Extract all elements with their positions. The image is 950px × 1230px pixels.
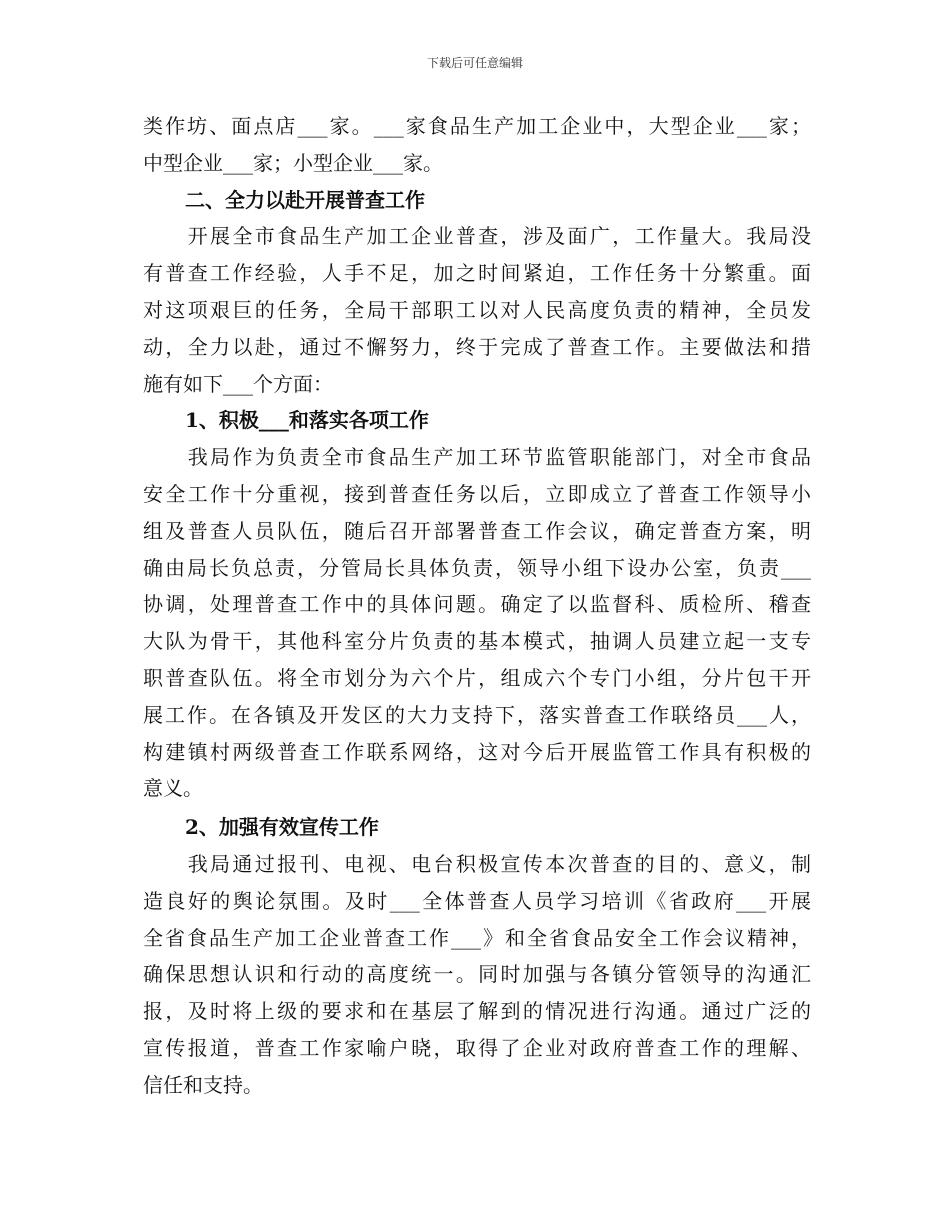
text-line: 我局通过报刊、电视、电台积极宣传本次普查的目的、意义，制 [143, 851, 811, 876]
text-line: 宣传报道，普查工作家喻户晓，取得了企业对政府普查工作的理解、 [143, 1035, 811, 1060]
text-line: 安全工作十分重视，接到普查任务以后，立即成立了普查工作领导小 [143, 481, 811, 506]
text-line: 造良好的舆论氛围。及时___全体普查人员学习培训《省政府___开展 [143, 888, 811, 913]
text-line: 报，及时将上级的要求和在基层了解到的情况进行沟通。通过广泛的 [143, 999, 811, 1024]
text-line: 中型企业___家；小型企业___家。 [143, 150, 443, 175]
section-heading: 2、加强有效宣传工作 [185, 815, 379, 840]
text-line: 协调，处理普查工作中的具体问题。确定了以监督科、质检所、稽查 [143, 592, 811, 617]
text-line: 动，全力以赴，通过不懈努力，终于完成了普查工作。主要做法和措 [143, 334, 811, 359]
text-line: 意义。 [143, 776, 203, 801]
text-line: 施有如下___个方面： [143, 371, 333, 396]
text-line: 全省食品生产加工企业普查工作___》和全省食品安全工作会议精神， [143, 925, 811, 950]
text-line: 有普查工作经验，人手不足，加之时间紧迫，工作任务十分繁重。面 [143, 261, 811, 286]
page-header: 下载后可任意编辑 [426, 56, 523, 70]
text-line: 对这项艰巨的任务，全局干部职工以对人民高度负责的精神，全员发 [143, 297, 811, 322]
text-line: 构建镇村两级普查工作联系网络，这对今后开展监管工作具有积极的 [143, 739, 811, 764]
text-line: 开展全市食品生产加工企业普查，涉及面广，工作量大。我局没 [143, 224, 811, 249]
text-line: 职普查队伍。将全市划分为六个片，组成六个专门小组，分片包干开 [143, 665, 811, 690]
text-line: 信任和支持。 [143, 1072, 263, 1097]
document-body [143, 108, 811, 1104]
text-line: 我局作为负责全市食品生产加工环节监管职能部门，对全市食品 [143, 445, 811, 470]
text-line: 确由局长负总责，分管局长具体负责，领导小组下设办公室，负责___ [143, 555, 811, 580]
section-heading: 1、积极___和落实各项工作 [185, 408, 429, 433]
text-line: 展工作。在各镇及开发区的大力支持下，落实普查工作联络员___人， [143, 702, 811, 727]
text-line: 类作坊、面点店___家。___家食品生产加工企业中，大型企业___家； [143, 114, 811, 138]
text-line: 确保思想认识和行动的高度统一。同时加强与各镇分管领导的沟通汇 [143, 962, 811, 987]
text-line: 组及普查人员队伍，随后召开部署普查工作会议，确定普查方案，明 [143, 518, 811, 543]
text-line: 大队为骨干，其他科室分片负责的基本模式，抽调人员建立起一支专 [143, 629, 811, 654]
section-heading: 二、全力以赴开展普查工作 [185, 187, 425, 212]
